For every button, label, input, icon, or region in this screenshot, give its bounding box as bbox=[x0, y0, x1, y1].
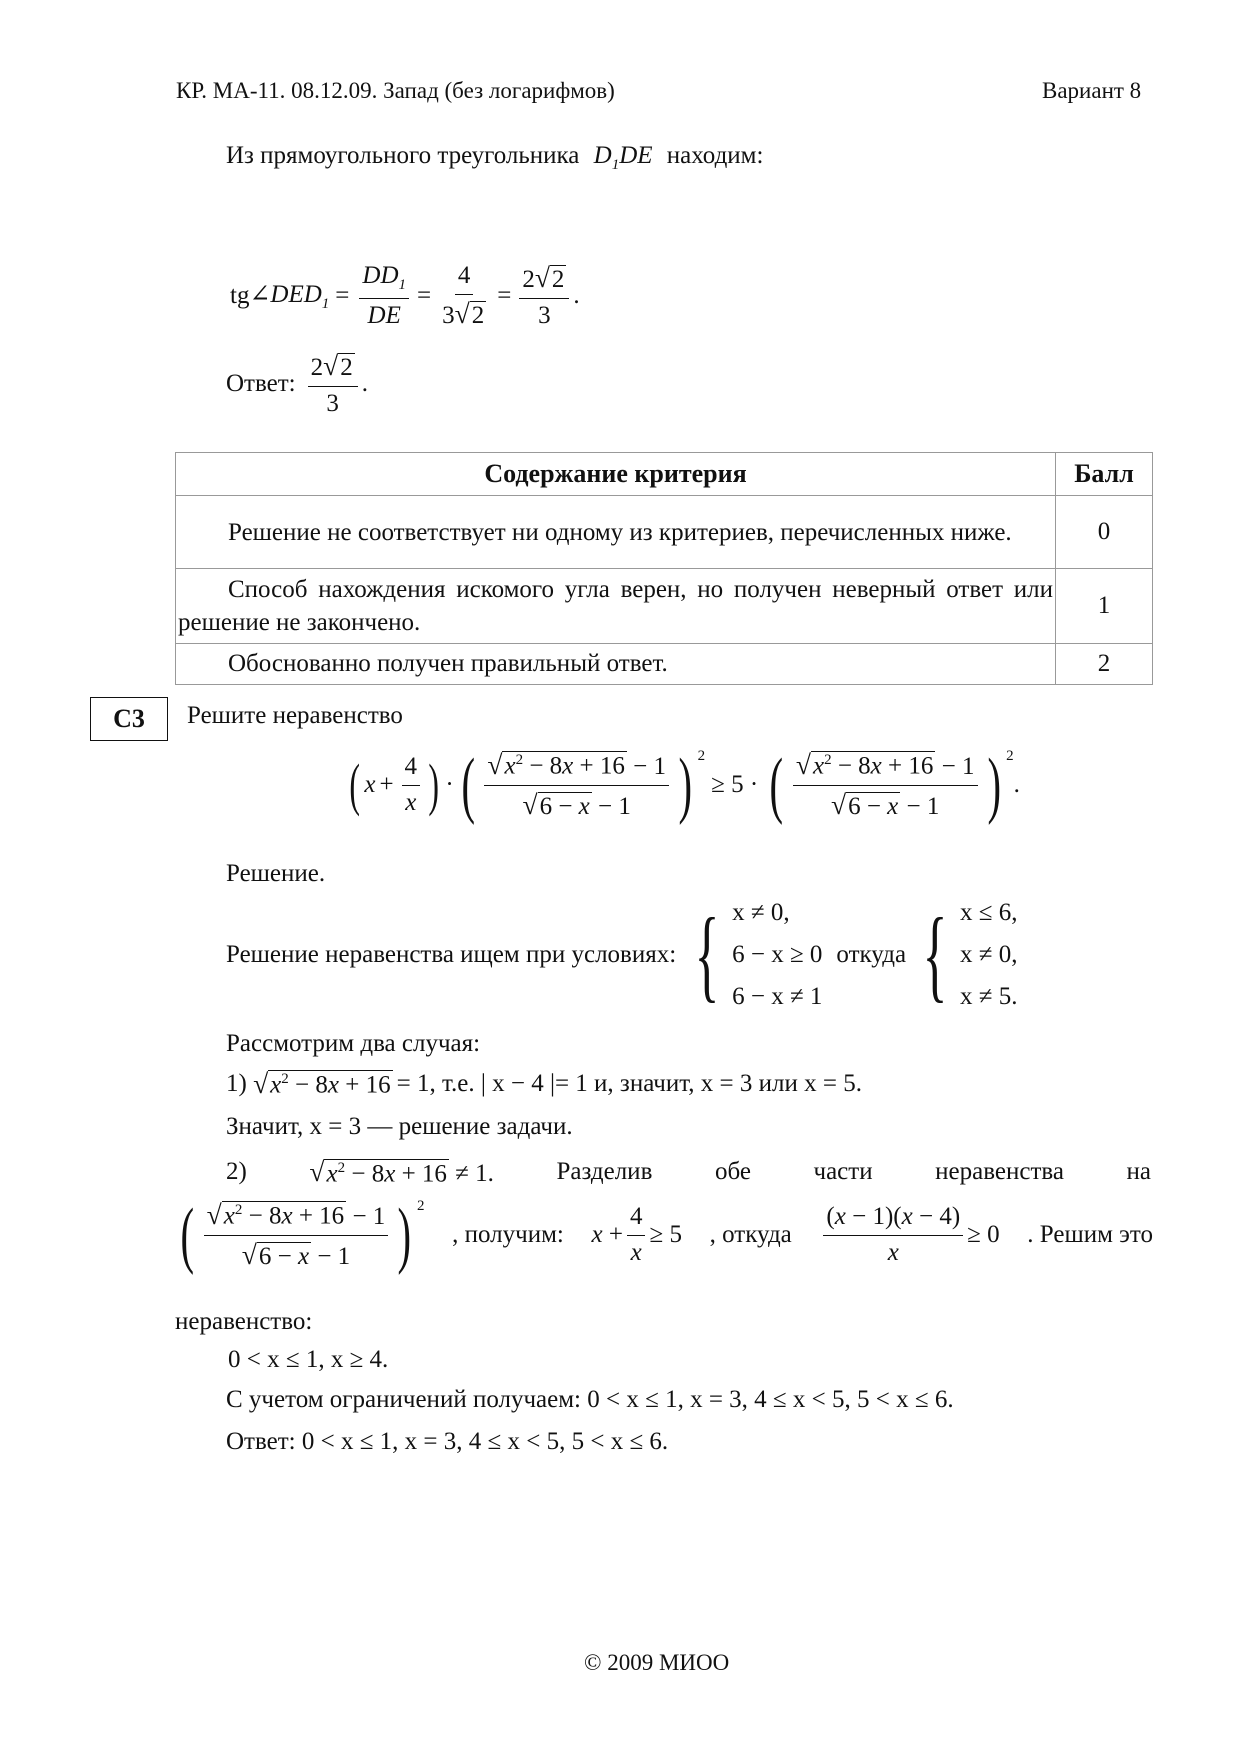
intro-text: Из прямоугольного треугольника bbox=[226, 142, 580, 169]
table-header-row bbox=[176, 453, 1153, 496]
criterion-score: 0 bbox=[1056, 496, 1153, 569]
criterion-score: 2 bbox=[1056, 644, 1153, 685]
table-row bbox=[176, 569, 1153, 644]
header-title: КР. МА-11. 08.12.09. Запад (без логарифмов) bbox=[176, 78, 615, 103]
restrictions-result: С учетом ограничений получаем: 0 < x ≤ 1, x = 3, 4 ≤ x < 5, 5 < x ≤ 6. bbox=[226, 1386, 954, 1413]
footer-copyright: © 2009 МИОО bbox=[584, 1650, 730, 1675]
cases-intro: Рассмотрим два случая: bbox=[226, 1030, 481, 1057]
tangent-formula: tg $\angle DED_1$ = $\frac{DD_1}{DE}$ = $\frac{4}{3√2}$ = $\frac{2√2}{3}$ . bbox=[230, 262, 580, 329]
case-2: 2) $√x^2 - 8x + 16 \ne 1$. Разделив обе части неравенства на bbox=[226, 1156, 1151, 1187]
whence-word: откуда bbox=[836, 941, 907, 968]
criteria-table bbox=[175, 452, 1153, 685]
conditions-system-1: x ≠ 0, 6 − x ≥ 0 6 − x ≠ 1 bbox=[732, 899, 823, 1010]
conditions-text: Решение неравенства ищем при условиях: bbox=[226, 941, 677, 968]
ineq-word: неравенство: bbox=[175, 1308, 313, 1335]
answer-fraction: $\frac{2√2}{3}$ bbox=[308, 350, 358, 419]
table-row bbox=[176, 644, 1153, 685]
case-2-division: ( $\frac{√x^2 - 8x + 16 - 1}{√6 - x - 1}$ ) $^2$ , получим: x + $\frac{4}{x}$ ≥ 5 , откуда $\frac{(x - 1)(x - 4)}{x}$ ≥ 0 . Решим это bbox=[180, 1194, 1153, 1276]
triangle-name: $D_1DE$ bbox=[593, 142, 653, 173]
criterion-text: Решение не соответствует ни одному из критериев, перечисленных ниже. bbox=[176, 496, 1056, 569]
task-statement: Решите неравенство bbox=[187, 702, 403, 729]
tg-fraction-1: $\frac{DD_1}{DE}$ bbox=[359, 262, 409, 330]
conditions-system-2: x ≤ 6, x ≠ 0, x ≠ 5. bbox=[959, 899, 1018, 1010]
answer-c2: Ответ: $\frac{2√2}{3}$ . bbox=[226, 350, 368, 417]
tg-angle: $\angle DED_1$ bbox=[249, 281, 330, 313]
interval-result: 0 < x ≤ 1, x ≥ 4. bbox=[228, 1346, 389, 1373]
criterion-text: Способ нахождения искомого угла верен, но получен неверный ответ или решение не закончено. bbox=[176, 569, 1056, 644]
solution-title: Решение. bbox=[226, 860, 326, 887]
tg-fraction-2: $\frac{4}{3√2}$ bbox=[442, 262, 485, 329]
case-1-conclusion: Значит, x = 3 — решение задачи. bbox=[226, 1113, 573, 1140]
col-header-score: Балл bbox=[1056, 453, 1153, 496]
conditions: Решение неравенства ищем при условиях: { x ≠ 0, 6 − x ≥ 0 6 − x ≠ 1 откуда { x ≤ 6, x ≠ 0, x ≠ 5. bbox=[226, 892, 1017, 1018]
case-1: 1) √ $x^2 - 8x + 16$ = 1, т.е. | x − 4 |= 1 и, значит, x = 3 или x = 5. bbox=[226, 1068, 862, 1099]
task-label-c3: С3 bbox=[90, 697, 168, 741]
criterion-text: Обоснованно получен правильный ответ. bbox=[176, 644, 1056, 685]
main-inequality: ( x + $\frac{4}{x}$ ) · ( $\frac{√x^2 - 8x + 16 - 1}{√6 - x - 1}$ ) $^2$ ≥ 5 · ( $\frac{√x^2 - 8x + 16 - 1}{√6 - x - 1}$ ) $^2$ . bbox=[349, 744, 1020, 826]
col-header-content: Содержание критерия bbox=[176, 453, 1056, 496]
tg-function: tg bbox=[230, 282, 250, 310]
final-answer: Ответ: 0 < x ≤ 1, x = 3, 4 ≤ x < 5, 5 < x ≤ 6. bbox=[226, 1428, 669, 1455]
table-row bbox=[176, 496, 1153, 569]
criterion-score: 1 bbox=[1056, 569, 1153, 644]
header-variant: Вариант 8 bbox=[1042, 78, 1142, 103]
case-1-text: = 1, т.е. | x − 4 |= 1 и, значит, x = 3 или x = 5. bbox=[396, 1070, 862, 1097]
tg-fraction-3: $\frac{2√2}{3}$ bbox=[519, 262, 569, 331]
intro-line bbox=[226, 142, 763, 174]
intro-tail: находим: bbox=[666, 142, 764, 169]
answer-label: Ответ: bbox=[226, 370, 296, 398]
